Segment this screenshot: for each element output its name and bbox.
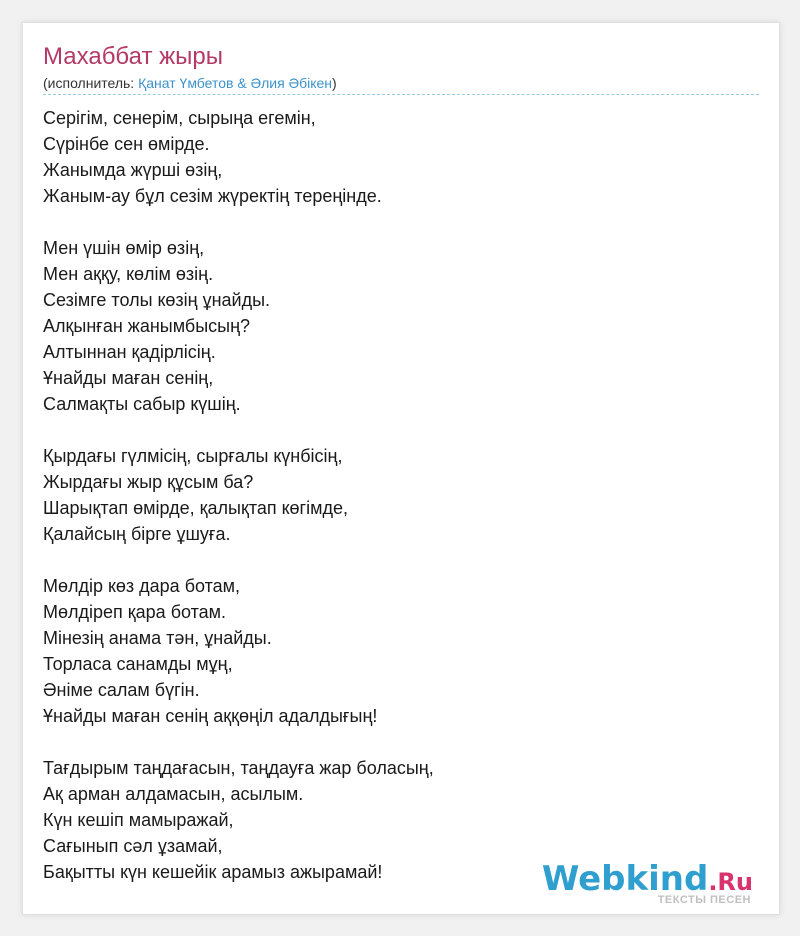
lyric-line: Ұнайды маған сенің,: [43, 368, 214, 388]
lyric-line: Мен аққу, көлім өзің.: [43, 264, 214, 284]
logo-tagline: ТЕКСТЫ ПЕСЕН: [657, 894, 751, 906]
lyric-line: Ақ арман алдамасын, асылым.: [43, 784, 304, 804]
lyrics-stanza: [43, 235, 434, 417]
performer-line: [43, 74, 337, 92]
lyric-line: Тағдырым таңдағасын, таңдауға жар боласың,: [43, 758, 434, 778]
lyric-line: Шарықтап өмірде, қалықтап көгімде,: [43, 498, 348, 518]
lyric-line: Күн кешіп мамыражай,: [43, 810, 234, 830]
lyric-line: Сағынып сәл ұзамай,: [43, 836, 223, 856]
lyrics-stanza: [43, 443, 434, 547]
performer-suffix: ): [332, 75, 337, 91]
lyric-line: Алқынған жанымбысың?: [43, 316, 251, 336]
logo-wordmark: Webkind: [541, 859, 709, 899]
lyric-line: Сезімге толы көзің ұнайды.: [43, 290, 271, 310]
lyrics-stanza: [43, 573, 434, 729]
lyric-line: Торласа санамды мұң,: [43, 654, 233, 674]
lyrics-card: [22, 22, 780, 915]
lyric-line: Серігім, сенерім, сырыңа егемін,: [43, 108, 316, 128]
lyric-line: Мен үшін өмір өзің,: [43, 238, 205, 258]
lyric-line: Сүрінбе сен өмірде.: [43, 134, 210, 154]
lyric-line: Мінезің анама тән, ұнайды.: [43, 628, 272, 648]
logo-tld: .Ru: [708, 868, 753, 896]
lyrics-stanza: [43, 105, 434, 209]
lyric-line: Жаным-ау бұл сезім жүректің тереңінде.: [43, 186, 382, 206]
lyric-line: Салмақты сабыр күшің.: [43, 394, 241, 414]
lyric-line: Алтыннан қадірлісің.: [43, 342, 216, 362]
title-divider: [43, 94, 759, 95]
webkind-logo[interactable]: [542, 861, 753, 906]
song-title: Махаббат жыры: [43, 43, 224, 70]
performer-prefix: (исполнитель:: [43, 75, 139, 91]
lyric-line: Қырдағы гүлмісің, сырғалы күнбісің,: [43, 446, 343, 466]
lyric-line: Ұнайды маған сенің аққөңіл адалдығың!: [43, 706, 378, 726]
lyric-line: Әніме салам бүгін.: [43, 680, 200, 700]
lyric-line: Мөлдіреп қара ботам.: [43, 602, 227, 622]
lyric-line: Бақытты күн кешейік арамыз ажырамай!: [43, 862, 383, 882]
lyric-line: Қалайсың бірге ұшуға.: [43, 524, 231, 544]
lyrics-body: [43, 105, 434, 911]
lyric-line: Мөлдір көз дара ботам,: [43, 576, 241, 596]
lyrics-stanza: [43, 755, 434, 885]
artist-link[interactable]: Қанат Үмбетов & Әлия Әбікен: [138, 75, 333, 91]
lyric-line: Жанымда жүрші өзің,: [43, 160, 223, 180]
lyric-line: Жырдағы жыр құсым ба?: [43, 472, 254, 492]
